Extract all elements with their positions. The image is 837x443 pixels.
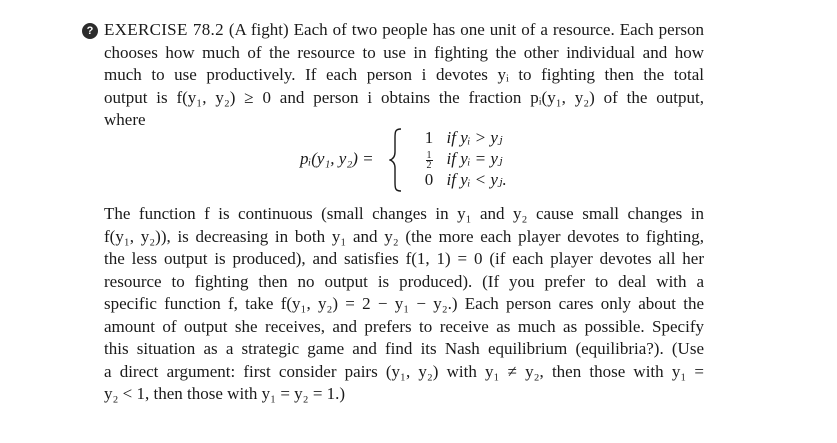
case-value: 0 <box>424 170 434 189</box>
intro-line-4: output is f(y₁, y₂) ≥ 0 and person i obtains the fraction pᵢ(y₁, y₂) of the output, <box>104 87 704 107</box>
case-condition: if yᵢ = yⱼ <box>446 149 503 168</box>
fraction-numerator: 1 <box>426 149 432 161</box>
case-greater <box>420 128 502 148</box>
case-value <box>420 149 438 170</box>
intro-line-3: much to use productively. If each person i devotes yᵢ to fighting then the total <box>104 65 704 84</box>
body-line-4: resource to fighting then no output is produced). (If you prefer to deal with a <box>104 271 704 291</box>
case-condition: if yᵢ < yⱼ. <box>446 170 507 189</box>
body-line-5: specific function f, take f(y₁, y₂) = 2 − y₁ − y₂.) Each person cares only about the <box>104 294 704 313</box>
intro-text-1: Each of two people has one unit of a resource. Each person <box>293 20 705 39</box>
body-line-6: amount of output she receives, and prefers to receive as much as possible. Specify <box>104 316 704 336</box>
one-half-fraction <box>426 151 433 170</box>
exercise-intro <box>104 19 704 132</box>
payoff-formula <box>0 128 837 198</box>
body-line-2: f(y₁, y₂)), is decreasing in both y₁ and y₂ (the more each player devotes to fighting, <box>104 226 704 246</box>
case-less <box>420 170 507 190</box>
body-line-7: this situation as a strategic game and find its Nash equilibrium (equilibria?). (Use <box>104 339 704 358</box>
case-condition: if yᵢ > yⱼ <box>446 128 503 147</box>
exercise-label: EXERCISE 78.2 <box>104 20 224 39</box>
intro-line-1 <box>104 19 704 42</box>
body-line-8: a direct argument: first consider pairs (y₁, y₂) with y₁ ≠ y₂, then those with y₁ = <box>104 361 704 381</box>
formula-lhs: pᵢ(y₁, y₂) = <box>300 149 374 168</box>
body-line-1: The function f is continuous (small changes in y₁ and y₂ cause small changes in <box>104 204 704 223</box>
fraction-denominator: 2 <box>426 159 432 171</box>
exercise-body <box>104 203 704 406</box>
intro-line-2: chooses how much of the resource to use in fighting the other individual and how <box>104 42 704 62</box>
exercise-title: (A fight) <box>223 20 289 39</box>
case-equal <box>420 149 502 170</box>
left-brace <box>389 128 403 192</box>
question-icon: ? <box>82 23 98 39</box>
intro-line-5: where <box>104 110 146 129</box>
case-value: 1 <box>424 128 434 147</box>
body-line-9: y₂ < 1, then those with y₁ = y₂ = 1.) <box>104 384 346 403</box>
body-line-3: the less output is produced), and satisfies f(1, 1) = 0 (if each player devotes all her <box>104 249 704 268</box>
